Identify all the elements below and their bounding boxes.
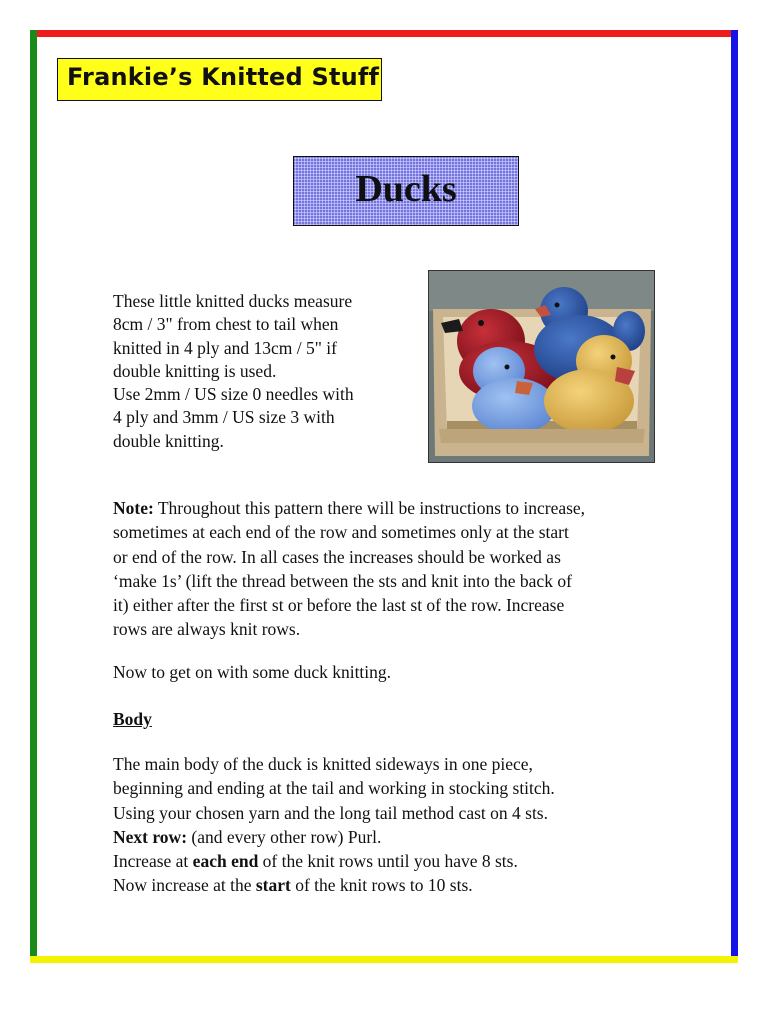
start-post: of the knit rows to 10 sts. bbox=[290, 875, 473, 896]
title-banner bbox=[293, 156, 519, 226]
intro-line: Use 2mm / US size 0 needles with bbox=[113, 384, 354, 405]
page-title: Ducks bbox=[355, 168, 457, 210]
body-paragraph bbox=[113, 752, 673, 898]
increase-pre: Increase at bbox=[113, 851, 193, 872]
increase-bold: each end bbox=[192, 851, 259, 872]
start-bold: start bbox=[255, 875, 291, 896]
next-row-label: Next row: bbox=[113, 826, 188, 847]
intro-line: knitted in 4 ply and 13cm / 5" if bbox=[113, 337, 337, 358]
note-label: Note: bbox=[113, 498, 154, 518]
body-line: beginning and ending at the tail and working in stocking stitch. bbox=[113, 778, 555, 799]
increase-line bbox=[113, 849, 673, 873]
next-row-line bbox=[113, 825, 673, 849]
note-first-line bbox=[113, 496, 673, 520]
intro-line: double knitting is used. bbox=[113, 360, 277, 381]
intro-line: 8cm / 3" from chest to tail when bbox=[113, 314, 339, 335]
intro-line: These little knitted ducks measure bbox=[113, 291, 353, 311]
note-line: or end of the row. In all cases the increases should be worked as bbox=[113, 546, 561, 567]
page-border-top bbox=[30, 30, 738, 37]
note-line: rows are always knit rows. bbox=[113, 619, 301, 640]
transition-line: Now to get on with some duck knitting. bbox=[113, 662, 392, 682]
brand-title: Frankie’s Knitted Stuff bbox=[67, 63, 380, 91]
start-pre: Now increase at the bbox=[113, 875, 256, 896]
increase-post: of the knit rows until you have 8 sts. bbox=[258, 851, 518, 872]
intro-line: double knitting. bbox=[113, 430, 224, 451]
body-line: The main body of the duck is knitted sideways in one piece, bbox=[113, 754, 533, 774]
note-paragraph bbox=[113, 496, 673, 642]
body-line: Using your chosen yarn and the long tail method cast on 4 sts. bbox=[113, 802, 548, 823]
note-line: sometimes at each end of the row and sometimes only at the start bbox=[113, 522, 569, 543]
section-heading-body: Body bbox=[113, 709, 152, 729]
ducks-photo-illustration bbox=[429, 271, 654, 462]
page-border-left bbox=[30, 30, 37, 963]
next-row-text: (and every other row) Purl. bbox=[187, 826, 382, 847]
note-first-line-text: Throughout this pattern there will be instructions to increase, bbox=[153, 498, 586, 518]
intro-line: 4 ply and 3mm / US size 3 with bbox=[113, 407, 335, 428]
ducks-photo bbox=[428, 270, 655, 463]
note-line: ‘make 1s’ (lift the thread between the sts and knit into the back of bbox=[113, 570, 572, 591]
intro-paragraph bbox=[113, 290, 413, 453]
brand-banner bbox=[57, 58, 382, 101]
start-increase-line bbox=[113, 873, 673, 897]
page-border-right bbox=[731, 30, 738, 963]
note-line: it) either after the first st or before the last st of the row. Increase bbox=[113, 595, 565, 616]
page-border-bottom bbox=[30, 956, 738, 963]
